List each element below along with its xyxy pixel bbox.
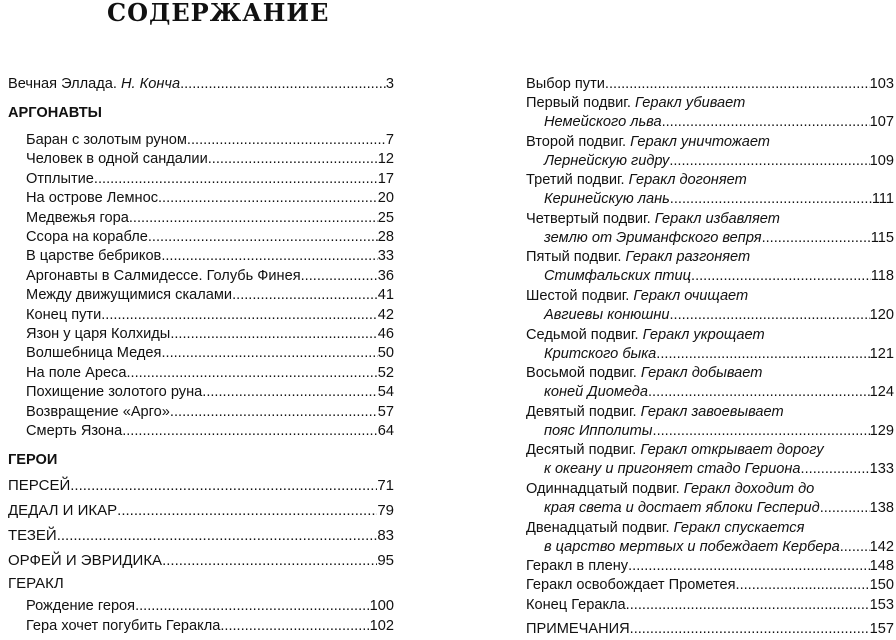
entry-line-2	[544, 229, 894, 248]
entry-page: 120	[869, 307, 894, 323]
entry-subtitle-cont: края света и достает яблоки Гесперид	[544, 500, 820, 516]
entry-title: Аргонавты в Салмидессе. Голубь Финея	[26, 267, 301, 284]
toc-entry[interactable]	[26, 344, 394, 363]
entry-page: 7	[385, 132, 394, 148]
entry-page: 83	[377, 527, 394, 544]
toc-entry[interactable]	[26, 189, 394, 208]
entry-subtitle: Геракл избавляет	[654, 210, 780, 227]
entry-page: 57	[377, 403, 394, 420]
entry-line-2	[544, 113, 894, 132]
entry-page: 28	[377, 229, 394, 245]
toc-entry[interactable]	[26, 403, 394, 422]
leader-dots	[736, 576, 870, 595]
toc-entry[interactable]	[26, 422, 394, 441]
entry-page: 36	[377, 267, 394, 284]
entry-line-1	[526, 480, 894, 499]
entry-lead: Четвертый подвиг.	[526, 210, 655, 227]
entry-lead: Второй подвиг.	[526, 133, 631, 150]
leader-dots	[670, 190, 872, 209]
entry-line-2	[544, 460, 894, 479]
toc-entry[interactable]	[26, 325, 394, 344]
toc-entry[interactable]	[26, 286, 394, 305]
leader-dots	[161, 344, 377, 363]
entry-line-2	[544, 345, 894, 364]
entry-page: 142	[869, 538, 894, 555]
leader-dots	[70, 476, 377, 495]
leader-dots	[126, 364, 377, 383]
entry-page: 109	[869, 152, 894, 169]
entry-title: Человек в одной сандалии	[26, 151, 208, 168]
leader-dots	[232, 286, 378, 305]
toc-entry[interactable]	[526, 596, 894, 615]
entry-subtitle-cont: землю от Эриманфского вепря	[544, 229, 762, 246]
entry-page: 150	[869, 577, 894, 594]
entry-page: 138	[869, 500, 894, 516]
leader-dots	[161, 247, 377, 266]
entry-title: Баран с золотым руном	[26, 132, 187, 148]
toc-entry[interactable]	[26, 131, 394, 150]
toc-entry[interactable]	[26, 597, 394, 616]
leader-dots	[208, 150, 378, 169]
entry-line-1	[526, 171, 894, 190]
leader-dots	[762, 229, 871, 248]
entry-subtitle: Геракл разгоняет	[625, 249, 751, 266]
entry-subtitle-cont: Лернейскую гидру	[544, 152, 670, 169]
entry-line-2	[544, 499, 894, 518]
leader-dots	[820, 499, 870, 518]
entry-line-2	[544, 538, 894, 557]
leader-dots	[840, 538, 870, 557]
entry-line-1	[526, 326, 894, 345]
entry-author: Н. Конча	[121, 76, 181, 92]
entry-subtitle-cont: пояс Ипполиты	[544, 422, 653, 439]
entry-lead: Седьмой подвиг.	[526, 326, 643, 343]
entry-line-2	[544, 190, 894, 209]
entry-title: Выбор пути	[526, 76, 605, 92]
entry-page: 54	[377, 384, 394, 401]
section-heading-herakles: ГЕРАКЛ	[8, 575, 64, 592]
leader-dots	[301, 267, 378, 286]
entry-subtitle-cont: Авгиевы конюшни	[544, 307, 670, 323]
entry-subtitle-cont: Критского быка	[544, 345, 657, 362]
entry-line-2	[544, 306, 894, 325]
entry-title: Между движущимися скалами	[26, 287, 233, 304]
leader-dots	[117, 501, 377, 520]
entry-title: Конец Геракла	[526, 596, 626, 613]
entry-title: ТЕЗЕЙ	[8, 527, 57, 544]
entry-title: ОРФЕЙ И ЭВРИДИКА	[8, 552, 163, 569]
entry-title: В царстве бебриков	[26, 248, 162, 265]
leader-dots	[158, 189, 378, 208]
toc-entry[interactable]	[26, 364, 394, 383]
entry-line-2	[544, 422, 894, 441]
entry-lead: Шестой подвиг.	[526, 288, 634, 304]
toc-entry[interactable]	[26, 228, 394, 247]
entry-page: 100	[369, 598, 394, 614]
entry-page: 118	[870, 268, 894, 285]
entry-page: 33	[377, 248, 394, 265]
leader-dots	[630, 620, 870, 639]
entry-line-1	[526, 210, 894, 229]
entry-line-2	[544, 383, 894, 402]
entry-page: 79	[377, 502, 394, 519]
toc-entry[interactable]	[26, 383, 394, 402]
entry-title: Гера хочет погубить Геракла	[26, 617, 221, 634]
toc-entry[interactable]	[26, 209, 394, 228]
leader-dots	[605, 75, 870, 94]
entry-title: Геракл освобождает Прометея	[526, 577, 736, 594]
entry-page: 103	[869, 76, 894, 92]
leader-dots	[691, 267, 871, 286]
entry-subtitle: Геракл убивает	[634, 95, 746, 111]
entry-title: Похищение золотого руна	[26, 384, 203, 401]
entry-page: 102	[369, 617, 394, 634]
leader-dots	[220, 617, 369, 636]
toc-entry[interactable]	[26, 267, 394, 286]
leader-dots	[662, 113, 870, 132]
entry-page: 124	[869, 384, 894, 401]
leader-dots	[801, 460, 870, 479]
toc-entry[interactable]	[26, 247, 394, 266]
entry-lead: Восьмой подвиг.	[526, 365, 641, 382]
entry-subtitle-cont: к океану и пригоняет стадо Гериона	[544, 461, 801, 478]
entry-page: 115	[870, 229, 894, 246]
entry-subtitle: Геракл уничтожает	[630, 133, 770, 150]
leader-dots	[129, 209, 378, 228]
entry-lead: Первый подвиг.	[526, 95, 635, 111]
entry-page: 20	[377, 190, 394, 207]
entry-subtitle: Геракл очищает	[633, 288, 749, 304]
entry-subtitle-cont: коней Диомеда	[544, 384, 648, 401]
entry-line-1	[526, 403, 894, 422]
entry-line-1	[526, 94, 894, 113]
leader-dots	[653, 422, 870, 441]
entry-lead: Девятый подвиг.	[526, 403, 641, 420]
entry-subtitle: Геракл спускается	[673, 519, 805, 536]
leader-dots	[648, 383, 870, 402]
entry-page: 64	[377, 423, 394, 439]
leader-dots	[94, 170, 378, 189]
toc-entry[interactable]	[26, 617, 394, 636]
entry-page: 42	[377, 306, 394, 323]
toc-entry[interactable]	[26, 306, 394, 325]
entry-title: Геракл в плену	[526, 558, 629, 574]
leader-dots	[170, 325, 377, 344]
toc-entry[interactable]	[8, 501, 394, 520]
entry-page: 111	[871, 191, 894, 208]
entry-subtitle-cont: Стимфальских птиц	[544, 268, 692, 285]
entry-title: Язон у царя Колхиды	[26, 326, 171, 342]
toc-entry-notes[interactable]	[526, 620, 894, 639]
leader-dots	[162, 551, 377, 570]
leader-dots	[180, 75, 386, 94]
entry-subtitle-cont: в царство мертвых и побеждает Кербера	[544, 538, 840, 555]
entry-line-1	[526, 364, 894, 383]
entry-page: 157	[869, 621, 894, 637]
entry-title: ПЕРСЕЙ	[8, 477, 71, 494]
toc-entry[interactable]	[526, 75, 894, 94]
entry-title: Конец пути	[26, 306, 102, 323]
entry-subtitle: Геракл добывает	[640, 365, 763, 382]
entry-line-1	[526, 441, 894, 460]
entry-page: 25	[377, 209, 394, 226]
toc-entry[interactable]	[26, 150, 394, 169]
entry-line-2	[544, 152, 894, 171]
entry-page: 129	[869, 422, 894, 439]
entry-page: 41	[377, 287, 394, 304]
entry-lead: Одиннадцатый подвиг.	[526, 481, 684, 497]
entry-page: 71	[377, 477, 394, 494]
leader-dots	[669, 152, 869, 171]
section-heading-heroes: ГЕРОИ	[8, 452, 58, 468]
leader-dots	[122, 422, 378, 441]
entry-line-1	[526, 519, 894, 538]
entry-page: 148	[869, 558, 894, 574]
entry-page: 50	[377, 345, 394, 362]
entry-page: 3	[385, 76, 394, 92]
entry-title: Волшебница Медея	[26, 345, 162, 362]
entry-line-1	[526, 287, 894, 306]
entry-subtitle: Геракл открывает дорогу	[640, 442, 824, 459]
leader-dots	[148, 228, 378, 247]
entry-title: На острове Лемнос	[26, 190, 158, 207]
entry-subtitle: Геракл завоевывает	[640, 403, 784, 420]
entry-title: ДЕДАЛ И ИКАР	[8, 502, 118, 519]
entry-title: Медвежья гора	[26, 209, 129, 226]
entry-line-2	[544, 267, 894, 286]
entry-lead: Третий подвиг.	[526, 172, 629, 189]
entry-page: 133	[869, 461, 894, 478]
entry-title: Смерть Язона	[26, 423, 123, 439]
leader-dots	[628, 557, 870, 576]
entry-page: 12	[377, 151, 394, 168]
entry-subtitle-cont: Керинейскую лань	[544, 191, 670, 208]
toc-entry[interactable]	[26, 170, 394, 189]
entry-page: 153	[869, 596, 894, 613]
entry-title: На поле Ареса	[26, 364, 127, 381]
entry-lead: Пятый подвиг.	[526, 249, 626, 266]
entry-line-1	[526, 133, 894, 152]
leader-dots	[202, 383, 378, 402]
entry-page: 95	[377, 552, 394, 569]
entry-lead: Двенадцатый подвиг.	[526, 519, 674, 536]
toc-entry[interactable]	[8, 476, 394, 495]
leader-dots	[187, 131, 386, 150]
entry-lead: Десятый подвиг.	[526, 442, 641, 459]
entry-title: Отплытие	[26, 170, 94, 187]
leader-dots	[669, 306, 869, 325]
entry-subtitle: Геракл догоняет	[628, 172, 747, 189]
leader-dots	[135, 597, 370, 616]
entry-page: 121	[869, 345, 894, 362]
entry-subtitle: Геракл укрощает	[642, 326, 765, 343]
leader-dots	[656, 345, 869, 364]
entry-title: ПРИМЕЧАНИЯ	[526, 621, 630, 637]
section-heading-argonauts: АРГОНАВТЫ	[8, 105, 102, 121]
toc-entry[interactable]	[8, 551, 394, 570]
entry-title: Ссора на корабле	[26, 229, 148, 245]
entry-subtitle: Геракл доходит до	[683, 481, 815, 497]
entry-title: Рождение героя	[26, 598, 136, 614]
entry-title: Вечная Эллада.	[8, 76, 121, 92]
toc-entry[interactable]	[526, 557, 894, 576]
entry-page: 52	[377, 364, 394, 381]
entry-page: 107	[869, 114, 894, 130]
toc-entry[interactable]	[526, 576, 894, 595]
entry-page: 17	[377, 170, 394, 187]
entry-page: 46	[377, 326, 394, 342]
leader-dots	[101, 306, 378, 325]
leader-dots	[626, 596, 870, 615]
toc-entry-intro[interactable]	[8, 75, 394, 94]
entry-title: Возвращение «Арго»	[26, 403, 170, 420]
leader-dots	[170, 403, 378, 422]
page-title: СОДЕРЖАНИЕ	[107, 0, 330, 27]
leader-dots	[57, 526, 378, 545]
toc-entry[interactable]	[8, 526, 394, 545]
entry-subtitle-cont: Немейского льва	[544, 114, 662, 130]
entry-line-1	[526, 248, 894, 267]
